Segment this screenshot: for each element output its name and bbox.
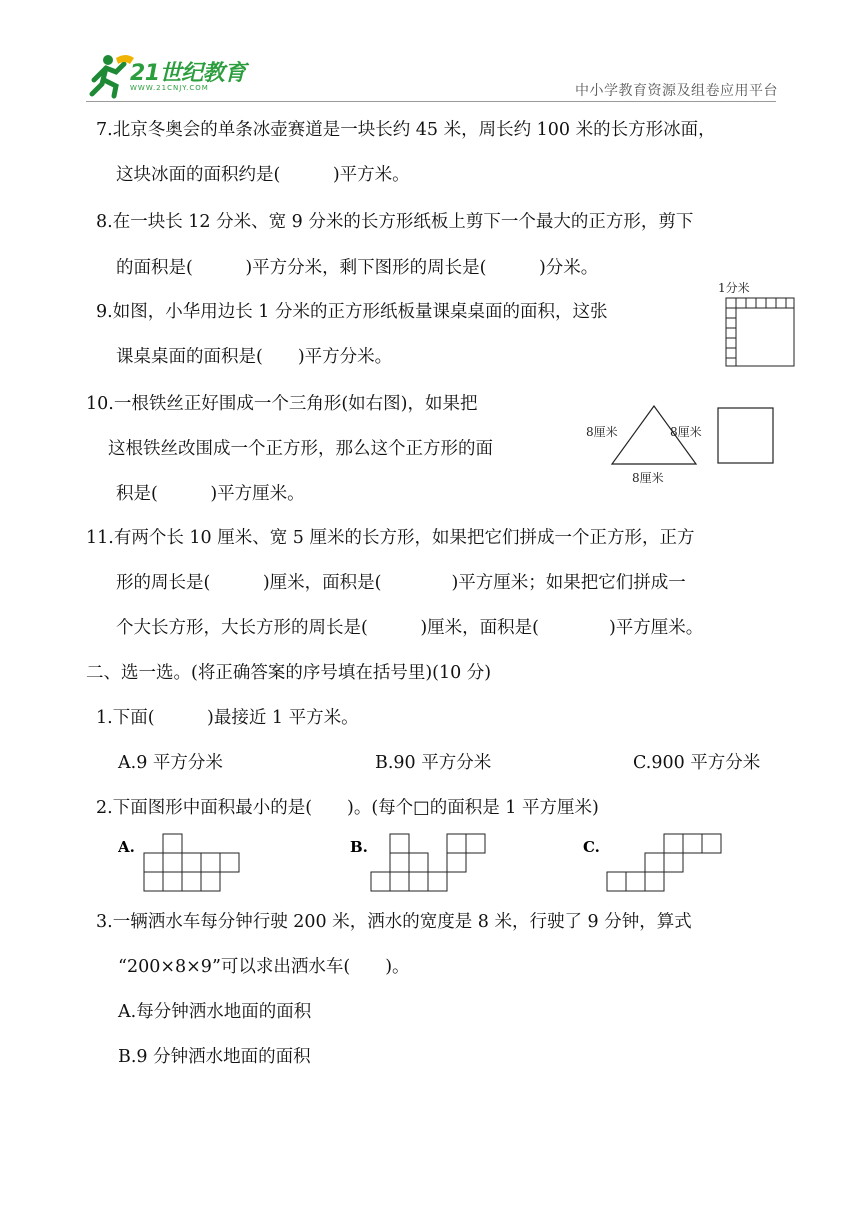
- q8-line2: 的面积是( )平方分米，剩下图形的周长是( )分米。: [116, 258, 599, 278]
- s2-q2-stem: 2.下面图形中面积最小的是( )。(每个□的面积是 1 平方厘米): [96, 798, 599, 818]
- q11-line3: 个大长方形，大长方形的周长是( )厘米，面积是( )平方厘米。: [116, 618, 704, 638]
- q7-line1: 7.北京冬奥会的单条冰壶赛道是一块长约 45 米，周长约 100 米的长方形冰面，: [96, 120, 716, 140]
- s2-q2-figure-a: [118, 830, 248, 894]
- triangle-bottom-side-label: 8厘米: [632, 471, 664, 485]
- q9-fig-label: 1分米: [718, 281, 750, 295]
- triangle-square-figure: [586, 400, 786, 490]
- section2-title: 二、选一选。(将正确答案的序号填在括号里)(10 分): [86, 663, 492, 683]
- square-shape: [718, 408, 773, 463]
- desk-grid-figure: [716, 278, 796, 370]
- logo-text: 21世纪教育: [130, 61, 246, 86]
- s2-q1-stem: 1.下面( )最接近 1 平方米。: [96, 708, 359, 728]
- triangle-left-side-label: 8厘米: [586, 425, 618, 439]
- s2-q2-label-c: C.: [583, 838, 600, 856]
- s2-q2-label-a: A.: [118, 838, 135, 856]
- s2-q3-option-b: B.9 分钟洒水地面的面积: [118, 1047, 311, 1067]
- platform-name: 中小学教育资源及组卷应用平台: [575, 83, 778, 99]
- q8-line1: 8.在一块长 12 分米、宽 9 分米的长方形纸板上剪下一个最大的正方形，剪下: [96, 212, 694, 232]
- q9-line2: 课桌桌面的面积是( )平方分米。: [116, 347, 393, 367]
- s2-q3-option-a: A.每分钟洒水地面的面积: [118, 1002, 312, 1022]
- s2-q1-option-c: C.900 平方分米: [633, 753, 761, 773]
- s2-q2-figure-b: [350, 830, 490, 894]
- q11-line2: 形的周长是( )厘米，面积是( )平方厘米；如果把它们拼成一: [116, 573, 686, 593]
- header-divider: [86, 101, 776, 102]
- q11-line1: 11.有两个长 10 厘米、宽 5 厘米的长方形，如果把它们拼成一个正方形，正方: [86, 528, 695, 548]
- q10-line3: 积是( )平方厘米。: [116, 484, 305, 504]
- s2-q3-line2: “200×8×9”可以求出洒水车( )。: [118, 957, 410, 977]
- q10-line2: 这根铁丝改围成一个正方形，那么这个正方形的面: [108, 439, 493, 459]
- s2-q3-line1: 3.一辆洒水车每分钟行驶 200 米，洒水的宽度是 8 米，行驶了 9 分钟，算式: [96, 912, 692, 932]
- logo-url: WWW.21CNJY.COM: [130, 84, 209, 92]
- s2-q2-figure-c: [583, 830, 723, 894]
- q9-line1: 9.如图，小华用边长 1 分米的正方形纸板量课桌桌面的面积，这张: [96, 302, 608, 322]
- q10-line1: 10.一根铁丝正好围成一个三角形(如右图)，如果把: [86, 394, 478, 414]
- q7-line2: 这块冰面的面积约是( )平方米。: [116, 165, 410, 185]
- page-header: [0, 0, 860, 110]
- s2-q1-option-a: A.9 平方分米: [118, 753, 223, 773]
- s2-q1-option-b: B.90 平方分米: [375, 753, 492, 773]
- triangle-right-side-label: 8厘米: [670, 425, 702, 439]
- s2-q2-label-b: B.: [350, 838, 368, 856]
